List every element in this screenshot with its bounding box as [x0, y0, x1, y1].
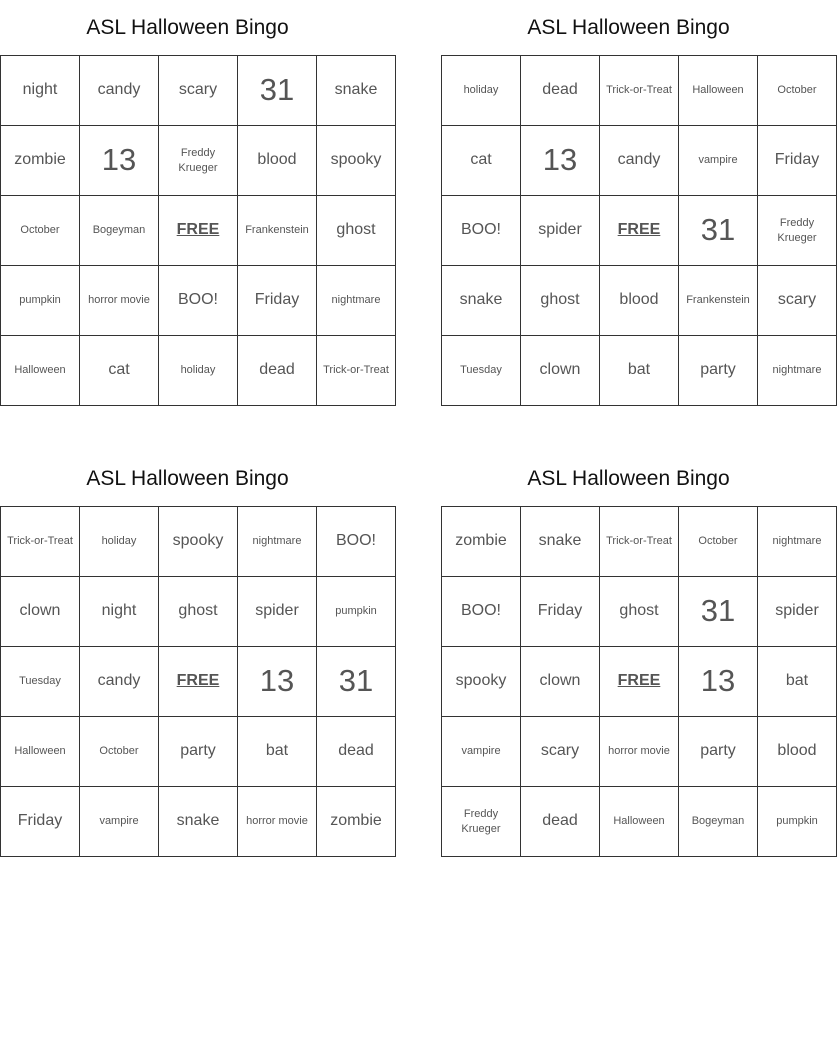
bingo-cell: holiday: [159, 336, 238, 406]
bingo-cell: horror movie: [238, 787, 317, 857]
bingo-cell: snake: [317, 56, 396, 126]
grid-row: [442, 647, 837, 717]
bingo-cell: 13: [80, 126, 159, 196]
bingo-cell: Friday: [521, 577, 600, 647]
grid-row: [1, 126, 396, 196]
grid-row: [1, 507, 396, 577]
bingo-grid: [0, 55, 396, 406]
bingo-cell: ghost: [159, 577, 238, 647]
free-cell: FREE: [159, 647, 238, 717]
bingo-cell: ghost: [317, 196, 396, 266]
bingo-cell: snake: [159, 787, 238, 857]
bingo-cell: 31: [679, 577, 758, 647]
grid-row: [442, 126, 837, 196]
bingo-cell: nightmare: [238, 507, 317, 577]
free-cell: FREE: [600, 196, 679, 266]
bingo-cell: vampire: [442, 717, 521, 787]
bingo-cell: Friday: [1, 787, 80, 857]
bingo-cell: nightmare: [758, 336, 837, 406]
bingo-card-2: [441, 0, 822, 406]
bingo-cell: October: [679, 507, 758, 577]
bingo-cell: Frankenstein: [238, 196, 317, 266]
bingo-cell: spider: [758, 577, 837, 647]
bingo-cell: spooky: [317, 126, 396, 196]
bingo-cell: nightmare: [758, 507, 837, 577]
bingo-cell: cat: [442, 126, 521, 196]
grid-row: [1, 787, 396, 857]
bingo-cell: 31: [679, 196, 758, 266]
bingo-cell: 13: [238, 647, 317, 717]
bingo-cell: scary: [159, 56, 238, 126]
bingo-cell: party: [679, 336, 758, 406]
card-title: ASL Halloween Bingo: [86, 467, 289, 490]
bingo-cell: cat: [80, 336, 159, 406]
bingo-grid: [441, 55, 837, 406]
bingo-cell: clown: [521, 336, 600, 406]
bingo-cell: dead: [238, 336, 317, 406]
bingo-cell: Trick-or-Treat: [1, 507, 80, 577]
bingo-cell: party: [679, 717, 758, 787]
bingo-cell: Bogeyman: [679, 787, 758, 857]
grid-row: [1, 647, 396, 717]
free-cell: FREE: [600, 647, 679, 717]
bingo-cell: night: [80, 577, 159, 647]
grid-row: [442, 196, 837, 266]
grid-row: [442, 266, 837, 336]
grid-row: [1, 266, 396, 336]
bingo-cell: Bogeyman: [80, 196, 159, 266]
bingo-cell: candy: [80, 56, 159, 126]
bingo-cell: ghost: [521, 266, 600, 336]
bingo-cell: Tuesday: [1, 647, 80, 717]
grid-row: [442, 787, 837, 857]
card-title: ASL Halloween Bingo: [527, 16, 730, 39]
bingo-cell: 13: [679, 647, 758, 717]
bingo-cell: party: [159, 717, 238, 787]
bingo-cell: scary: [758, 266, 837, 336]
grid-row: [1, 717, 396, 787]
bingo-cell: spooky: [442, 647, 521, 717]
bingo-cell: vampire: [80, 787, 159, 857]
bingo-cell: 31: [238, 56, 317, 126]
bingo-grid: [441, 506, 837, 857]
bingo-cell: BOO!: [442, 196, 521, 266]
bingo-card-1: [0, 0, 389, 406]
card-title: ASL Halloween Bingo: [527, 467, 730, 490]
bingo-cell: horror movie: [80, 266, 159, 336]
bingo-cell: night: [1, 56, 80, 126]
bingo-cell: October: [758, 56, 837, 126]
bingo-cell: horror movie: [600, 717, 679, 787]
bingo-cell: bat: [238, 717, 317, 787]
bingo-cell: spooky: [159, 507, 238, 577]
bingo-cell: zombie: [1, 126, 80, 196]
grid-row: [442, 717, 837, 787]
bingo-cell: pumpkin: [758, 787, 837, 857]
bingo-cell: bat: [600, 336, 679, 406]
bingo-cell: BOO!: [442, 577, 521, 647]
bingo-cell: dead: [521, 56, 600, 126]
card-title: ASL Halloween Bingo: [86, 16, 289, 39]
bingo-cell: Friday: [238, 266, 317, 336]
bingo-cell: Halloween: [1, 336, 80, 406]
bingo-cell: clown: [521, 647, 600, 717]
bingo-cell: Frankenstein: [679, 266, 758, 336]
bingo-cell: BOO!: [159, 266, 238, 336]
grid-row: [442, 56, 837, 126]
bingo-cell: spider: [238, 577, 317, 647]
bingo-cell: dead: [317, 717, 396, 787]
bingo-cell: zombie: [442, 507, 521, 577]
bingo-cell: holiday: [442, 56, 521, 126]
bingo-grid: [0, 506, 396, 857]
grid-row: [1, 196, 396, 266]
bingo-cell: Trick-or-Treat: [600, 56, 679, 126]
bingo-card-4: [441, 451, 822, 857]
bingo-cell: ghost: [600, 577, 679, 647]
bingo-cell: Halloween: [1, 717, 80, 787]
bingo-cell: candy: [600, 126, 679, 196]
bingo-card-3: [0, 451, 382, 857]
bingo-cell: vampire: [679, 126, 758, 196]
bingo-cell: blood: [238, 126, 317, 196]
bingo-cell: 31: [317, 647, 396, 717]
bingo-cell: dead: [521, 787, 600, 857]
bingo-cell: scary: [521, 717, 600, 787]
bingo-cell: BOO!: [317, 507, 396, 577]
bingo-cell: nightmare: [317, 266, 396, 336]
grid-row: [1, 577, 396, 647]
bingo-cell: spider: [521, 196, 600, 266]
bingo-cell: holiday: [80, 507, 159, 577]
bingo-cell: pumpkin: [1, 266, 80, 336]
grid-row: [442, 507, 837, 577]
bingo-cell: 13: [521, 126, 600, 196]
bingo-cell: bat: [758, 647, 837, 717]
bingo-cell: Freddy Krueger: [442, 787, 521, 857]
bingo-cell: Tuesday: [442, 336, 521, 406]
bingo-cell: pumpkin: [317, 577, 396, 647]
bingo-cell: blood: [758, 717, 837, 787]
bingo-cell: Halloween: [600, 787, 679, 857]
grid-row: [1, 56, 396, 126]
bingo-cell: clown: [1, 577, 80, 647]
free-cell: FREE: [159, 196, 238, 266]
bingo-cell: zombie: [317, 787, 396, 857]
bingo-cell: October: [1, 196, 80, 266]
bingo-cell: candy: [80, 647, 159, 717]
bingo-cell: Freddy Krueger: [758, 196, 837, 266]
bingo-cell: snake: [521, 507, 600, 577]
bingo-cell: October: [80, 717, 159, 787]
grid-row: [1, 336, 396, 406]
bingo-cell: snake: [442, 266, 521, 336]
bingo-cell: Trick-or-Treat: [600, 507, 679, 577]
bingo-cell: Halloween: [679, 56, 758, 126]
grid-row: [442, 336, 837, 406]
grid-row: [442, 577, 837, 647]
bingo-cell: Freddy Krueger: [159, 126, 238, 196]
bingo-cell: Trick-or-Treat: [317, 336, 396, 406]
bingo-cell: Friday: [758, 126, 837, 196]
bingo-cell: blood: [600, 266, 679, 336]
